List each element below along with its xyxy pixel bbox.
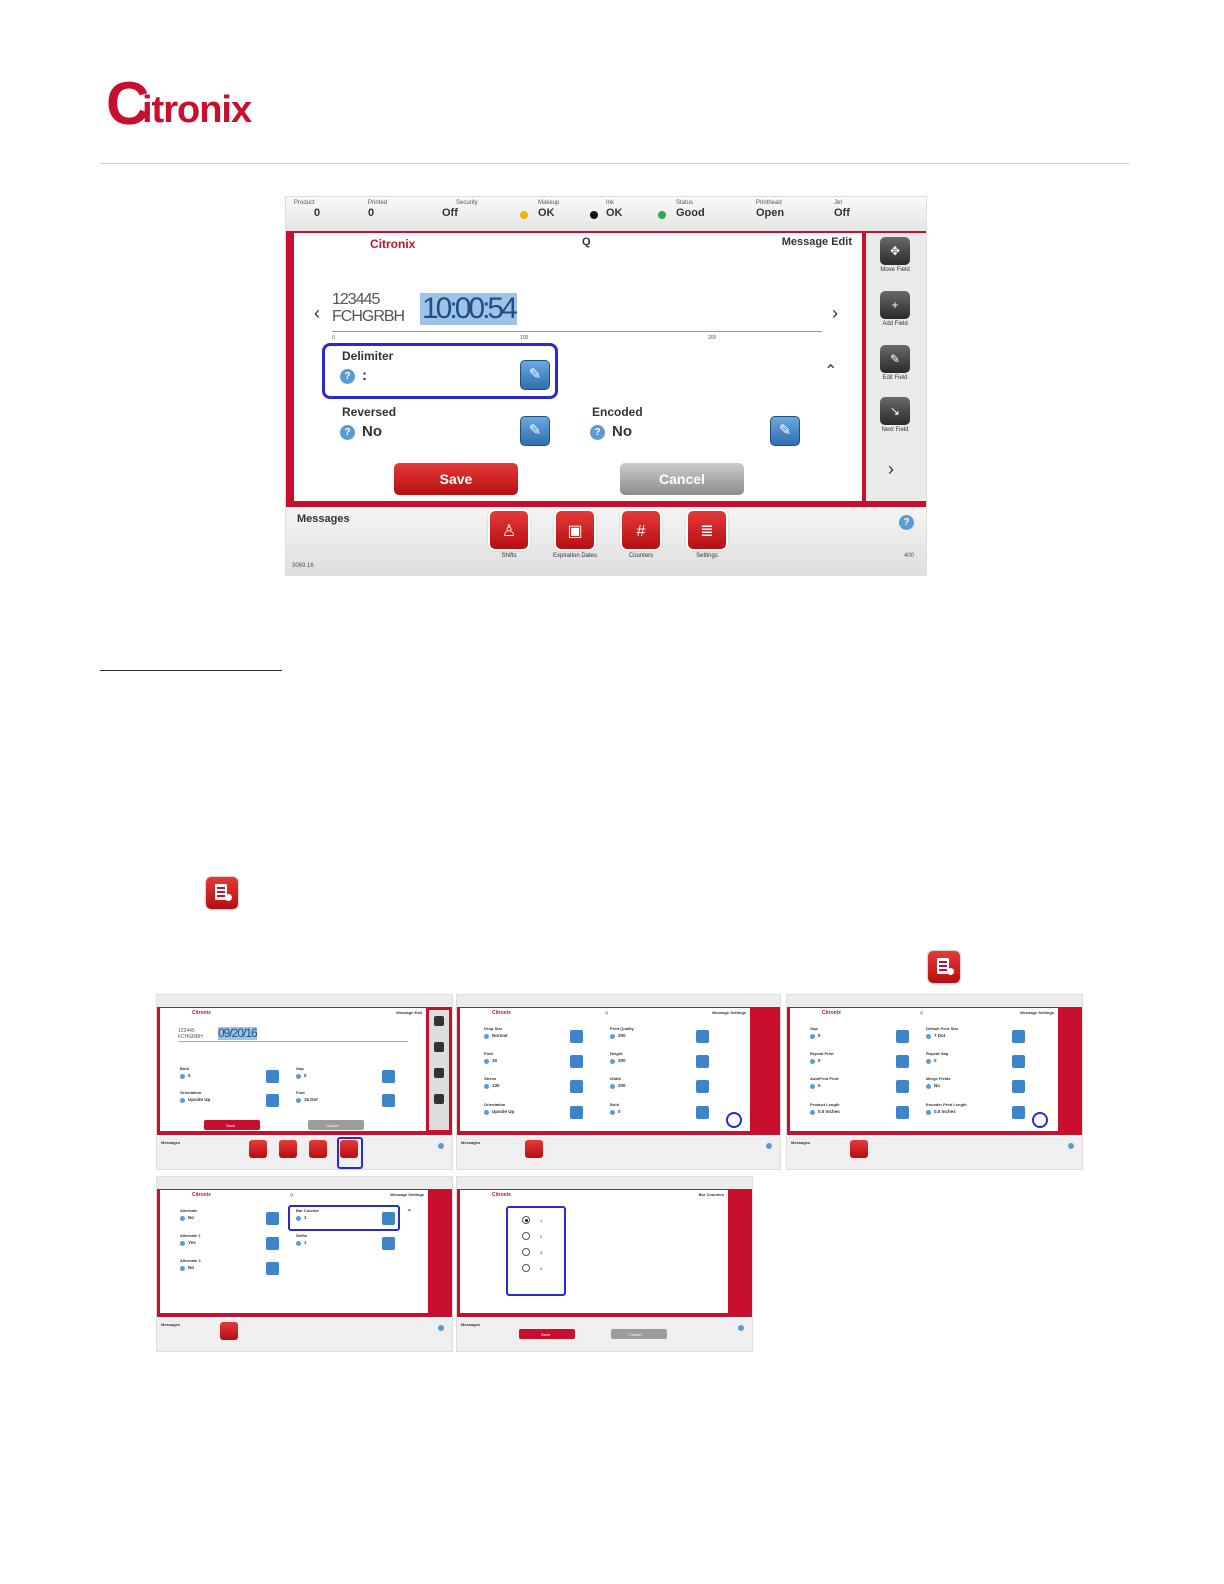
version-text: 3069.16: [292, 563, 314, 569]
bottom-bar: [286, 507, 927, 576]
reversed-label: Reversed: [342, 405, 397, 419]
edit-field-icon[interactable]: [434, 1068, 444, 1078]
edit-pencil-icon[interactable]: [266, 1262, 279, 1275]
edit-pencil-icon[interactable]: [1012, 1030, 1025, 1043]
next-field-icon[interactable]: [434, 1094, 444, 1104]
edit-pencil-icon[interactable]: ✎: [770, 416, 800, 446]
thumbnail-message-edit: [156, 994, 453, 1170]
status-printed: Printed 0: [368, 200, 388, 219]
status-makeup: Makeup OK: [538, 200, 560, 219]
chevron-right-icon[interactable]: ›: [832, 303, 838, 323]
help-icon[interactable]: ?: [899, 515, 914, 530]
settings-icon[interactable]: ≣: [686, 509, 728, 551]
panel-title: Message Settings: [712, 1010, 746, 1015]
panel-brand: Citronix: [822, 1010, 841, 1016]
help-icon[interactable]: [1068, 1143, 1074, 1149]
setting-row: Font 16 Dot: [294, 1090, 404, 1112]
edit-pencil-icon[interactable]: [696, 1080, 709, 1093]
delimiter-highlight: [322, 343, 558, 399]
setting-row: Shifts 1: [294, 1233, 404, 1255]
panel-brand: Citronix: [370, 237, 416, 251]
expiration-dates-label: Expiration Dates: [552, 553, 598, 559]
bottom-bar: [457, 1137, 780, 1169]
shifts-icon[interactable]: ♙: [488, 509, 530, 551]
status-bar: [157, 1177, 452, 1189]
panel-title: Message Settings: [390, 1192, 424, 1197]
move-field-icon[interactable]: [434, 1016, 444, 1026]
edit-pencil-icon[interactable]: [382, 1237, 395, 1250]
encoded-value: No: [612, 423, 632, 440]
back-icon[interactable]: [220, 1322, 238, 1340]
encoded-label: Encoded: [592, 405, 643, 419]
next-field-label: Next Field: [881, 427, 909, 433]
panel-title: Message Settings: [1020, 1010, 1054, 1015]
expiration-dates-icon[interactable]: [279, 1140, 297, 1158]
add-field-icon[interactable]: [434, 1042, 444, 1052]
red-frame: [157, 1007, 452, 1135]
cancel-button[interactable]: Cancel: [308, 1120, 364, 1130]
field-sidebar: [866, 233, 926, 501]
panel-brand: Citronix: [192, 1010, 211, 1016]
status-bar: [787, 995, 1082, 1007]
message-edit-panel: [294, 233, 862, 501]
setting-row: Bold 0: [608, 1102, 718, 1124]
red-frame: [457, 1189, 752, 1317]
edit-pencil-icon[interactable]: [896, 1106, 909, 1119]
add-field-icon[interactable]: +: [880, 291, 910, 319]
move-field-icon[interactable]: ✥: [880, 237, 910, 265]
edit-pencil-icon[interactable]: [266, 1070, 279, 1083]
edit-pencil-icon[interactable]: ✎: [520, 416, 550, 446]
status-printhead: Printhead Open: [756, 200, 785, 219]
help-icon[interactable]: [438, 1143, 444, 1149]
counters-label: Counters: [628, 553, 654, 559]
edit-pencil-icon[interactable]: [696, 1055, 709, 1068]
setting-row: Width 200: [608, 1076, 718, 1098]
edit-pencil-icon[interactable]: [696, 1106, 709, 1119]
logo-letter-c: C: [106, 70, 150, 137]
bottom-bar: [157, 1319, 452, 1351]
message-preview-text: 123445 FCHGRBH: [332, 291, 405, 325]
reversed-field: [330, 399, 560, 449]
settings-panel: [160, 1190, 428, 1313]
counters-icon[interactable]: [309, 1140, 327, 1158]
status-bar: [457, 1177, 752, 1189]
setting-row: Pixel 16: [482, 1051, 592, 1073]
expiration-dates-icon[interactable]: ▣: [554, 509, 596, 551]
red-frame: [157, 1189, 452, 1317]
settings-label: Settings: [696, 553, 718, 559]
bottom-bar: [157, 1137, 452, 1169]
setting-row: Alternate 2 No: [178, 1258, 288, 1280]
red-frame: [787, 1007, 1082, 1135]
panel-brand: Citronix: [192, 1192, 211, 1198]
edit-pencil-icon[interactable]: [570, 1055, 583, 1068]
ruler-tick: 0: [332, 335, 335, 341]
message-edit-screenshot: [285, 196, 927, 576]
shifts-label: Shifts: [501, 553, 517, 559]
settings-highlight: [337, 1137, 363, 1169]
status-product: Product 0: [294, 200, 321, 219]
edit-pencil-icon[interactable]: [896, 1080, 909, 1093]
bottom-title: Messages: [161, 1322, 181, 1327]
panel-title: Bar Counters: [698, 1192, 724, 1197]
bottom-bar: [787, 1137, 1082, 1169]
panel-center-text: Q: [582, 236, 591, 248]
chevron-down-icon[interactable]: [726, 1112, 742, 1128]
save-button[interactable]: Save: [519, 1329, 575, 1339]
message-edit-panel: [160, 1008, 426, 1131]
settings-panel: [790, 1008, 1058, 1131]
bar-counter-row: Bar Counter 1: [294, 1208, 404, 1230]
red-frame: [457, 1007, 780, 1135]
setting-row: Orientation Upside Up: [482, 1102, 592, 1124]
message-ruler: [178, 1041, 408, 1042]
bottom-title: Messages: [161, 1140, 181, 1145]
edit-pencil-icon[interactable]: [266, 1094, 279, 1107]
move-field-label: Move Field: [880, 267, 910, 273]
edit-pencil-icon[interactable]: [896, 1030, 909, 1043]
setting-row: Product Length 0.0 Inches: [808, 1102, 918, 1124]
status-bar: [457, 995, 780, 1007]
makeup-indicator-icon: [520, 211, 528, 219]
setting-row: Alternate No: [178, 1208, 288, 1230]
panel-center-text: Q: [290, 1192, 294, 1197]
chevron-up-icon[interactable]: ⌃: [824, 363, 838, 380]
message-ruler: [332, 291, 822, 332]
help-icon[interactable]: ?: [340, 425, 355, 440]
setting-row: Default Font Size 7 Dot: [924, 1026, 1034, 1048]
setting-row: Gap 0: [808, 1026, 918, 1048]
panel-center-text: Q: [605, 1010, 609, 1015]
edit-pencil-icon[interactable]: [382, 1094, 395, 1107]
bottom-title: Messages: [297, 513, 350, 525]
bottom-bar: [457, 1319, 752, 1351]
panel-title: Message Edit: [781, 236, 852, 248]
reversed-value: No: [362, 423, 382, 440]
panel-center-text: Q: [920, 1010, 924, 1015]
bottom-title: Messages: [461, 1322, 481, 1327]
setting-row: Merge Fields No: [924, 1076, 1034, 1098]
status-check-icon: [658, 211, 666, 219]
bottom-title: Messages: [791, 1140, 811, 1145]
header-divider: [100, 163, 1130, 164]
edit-pencil-icon[interactable]: [896, 1055, 909, 1068]
setting-row: Stress 130: [482, 1076, 592, 1098]
bar-counters-panel: [460, 1190, 728, 1313]
thumbnail-message-settings-1: [456, 994, 781, 1170]
thumbnail-message-settings-3: [156, 1176, 453, 1352]
edit-field-icon[interactable]: ✎: [880, 345, 910, 373]
section-heading-underline: [100, 670, 282, 671]
shifts-icon[interactable]: [249, 1140, 267, 1158]
logo-text: itronix: [142, 89, 252, 131]
chevron-left-icon[interactable]: ‹: [314, 303, 320, 323]
thumbnail-bar-counters: [456, 1176, 753, 1352]
chevron-down-icon[interactable]: [1032, 1112, 1048, 1128]
counters-icon[interactable]: #: [620, 509, 662, 551]
setting-row: AutoPrint Print 0: [808, 1076, 918, 1098]
message-date-field[interactable]: 09/20/16: [218, 1026, 257, 1040]
save-button[interactable]: Save: [394, 463, 518, 495]
edit-pencil-icon[interactable]: [570, 1080, 583, 1093]
cancel-button[interactable]: Cancel: [620, 463, 744, 495]
edit-pencil-icon[interactable]: [266, 1237, 279, 1250]
bottom-number: 400: [903, 553, 914, 559]
panel-brand: Citronix: [492, 1010, 511, 1016]
setting-row: Alternate 1 Yes: [178, 1233, 288, 1255]
message-settings-icon: [206, 877, 238, 909]
back-icon[interactable]: [525, 1140, 543, 1158]
delimiter-value: :: [362, 367, 367, 384]
setting-row: Repeat Gap 0: [924, 1051, 1034, 1073]
setting-row: Repeat Print 0: [808, 1051, 918, 1073]
setting-row: Bold 0: [178, 1066, 288, 1088]
encoded-field: [580, 399, 810, 449]
chevron-up-icon[interactable]: ⌃: [406, 1208, 413, 1217]
radio-label: 3: [540, 1250, 543, 1255]
panel-brand: Citronix: [492, 1192, 511, 1198]
next-field-icon[interactable]: ↘: [880, 397, 910, 425]
setting-row: Orientation Upside Up: [178, 1090, 288, 1112]
radio-label: 2: [540, 1234, 543, 1239]
edit-pencil-icon[interactable]: [1012, 1106, 1025, 1119]
status-ink: Ink OK: [606, 200, 623, 219]
message-preview-text: 123445 FCHGRBH: [178, 1028, 203, 1040]
status-security: Security Off: [442, 200, 478, 219]
status-bar: [286, 197, 927, 231]
message-settings-icon: [928, 951, 960, 983]
help-icon[interactable]: ?: [340, 369, 355, 384]
edit-pencil-icon[interactable]: [266, 1212, 279, 1225]
edit-pencil-icon[interactable]: [570, 1030, 583, 1043]
edit-pencil-icon[interactable]: [570, 1106, 583, 1119]
status-jet: Jet Off: [834, 200, 850, 219]
chevron-right-icon[interactable]: ›: [888, 459, 894, 479]
thumbnail-message-settings-2: [786, 994, 1083, 1170]
ruler-tick: 100: [520, 335, 529, 341]
status-bar: [157, 995, 452, 1007]
ruler-tick: 200: [708, 335, 717, 341]
settings-panel: [460, 1008, 750, 1131]
status-status: Status Good: [676, 200, 705, 219]
radio-label: 4: [540, 1266, 543, 1271]
cancel-button[interactable]: Cancel: [611, 1329, 667, 1339]
setting-row: Height 300: [608, 1051, 718, 1073]
add-field-label: Add Field: [882, 321, 908, 327]
bar-counter-highlight: [288, 1205, 400, 1231]
citronix-logo: [106, 70, 276, 137]
save-button[interactable]: Save: [204, 1120, 260, 1130]
edit-pencil-icon[interactable]: [1012, 1055, 1025, 1068]
help-icon[interactable]: [738, 1325, 744, 1331]
delimiter-label: Delimiter: [342, 349, 394, 363]
setting-row: Drop Size Normal: [482, 1026, 592, 1048]
edit-pencil-icon[interactable]: [696, 1030, 709, 1043]
message-time-field[interactable]: 10:00:54: [422, 292, 515, 325]
edit-pencil-icon[interactable]: [382, 1070, 395, 1083]
help-icon[interactable]: [766, 1143, 772, 1149]
setting-row: Encoder Print Length 0.0 Inches: [924, 1102, 1034, 1124]
setting-row: Print Quality 300: [608, 1026, 718, 1048]
ink-indicator-icon: [590, 211, 598, 219]
red-frame: [286, 231, 927, 507]
radio-options-highlight: [506, 1206, 566, 1296]
edit-field-label: Edit Field: [882, 375, 908, 381]
help-icon[interactable]: [438, 1325, 444, 1331]
help-icon[interactable]: ?: [590, 425, 605, 440]
panel-title: Message Edit: [396, 1010, 422, 1015]
edit-pencil-icon[interactable]: [1012, 1080, 1025, 1093]
edit-pencil-icon[interactable]: ✎: [520, 360, 550, 390]
back-icon[interactable]: [850, 1140, 868, 1158]
field-sidebar: [429, 1010, 449, 1130]
radio-label: 1: [540, 1218, 543, 1223]
setting-row: Gap 0: [294, 1066, 404, 1088]
bottom-title: Messages: [461, 1140, 481, 1145]
